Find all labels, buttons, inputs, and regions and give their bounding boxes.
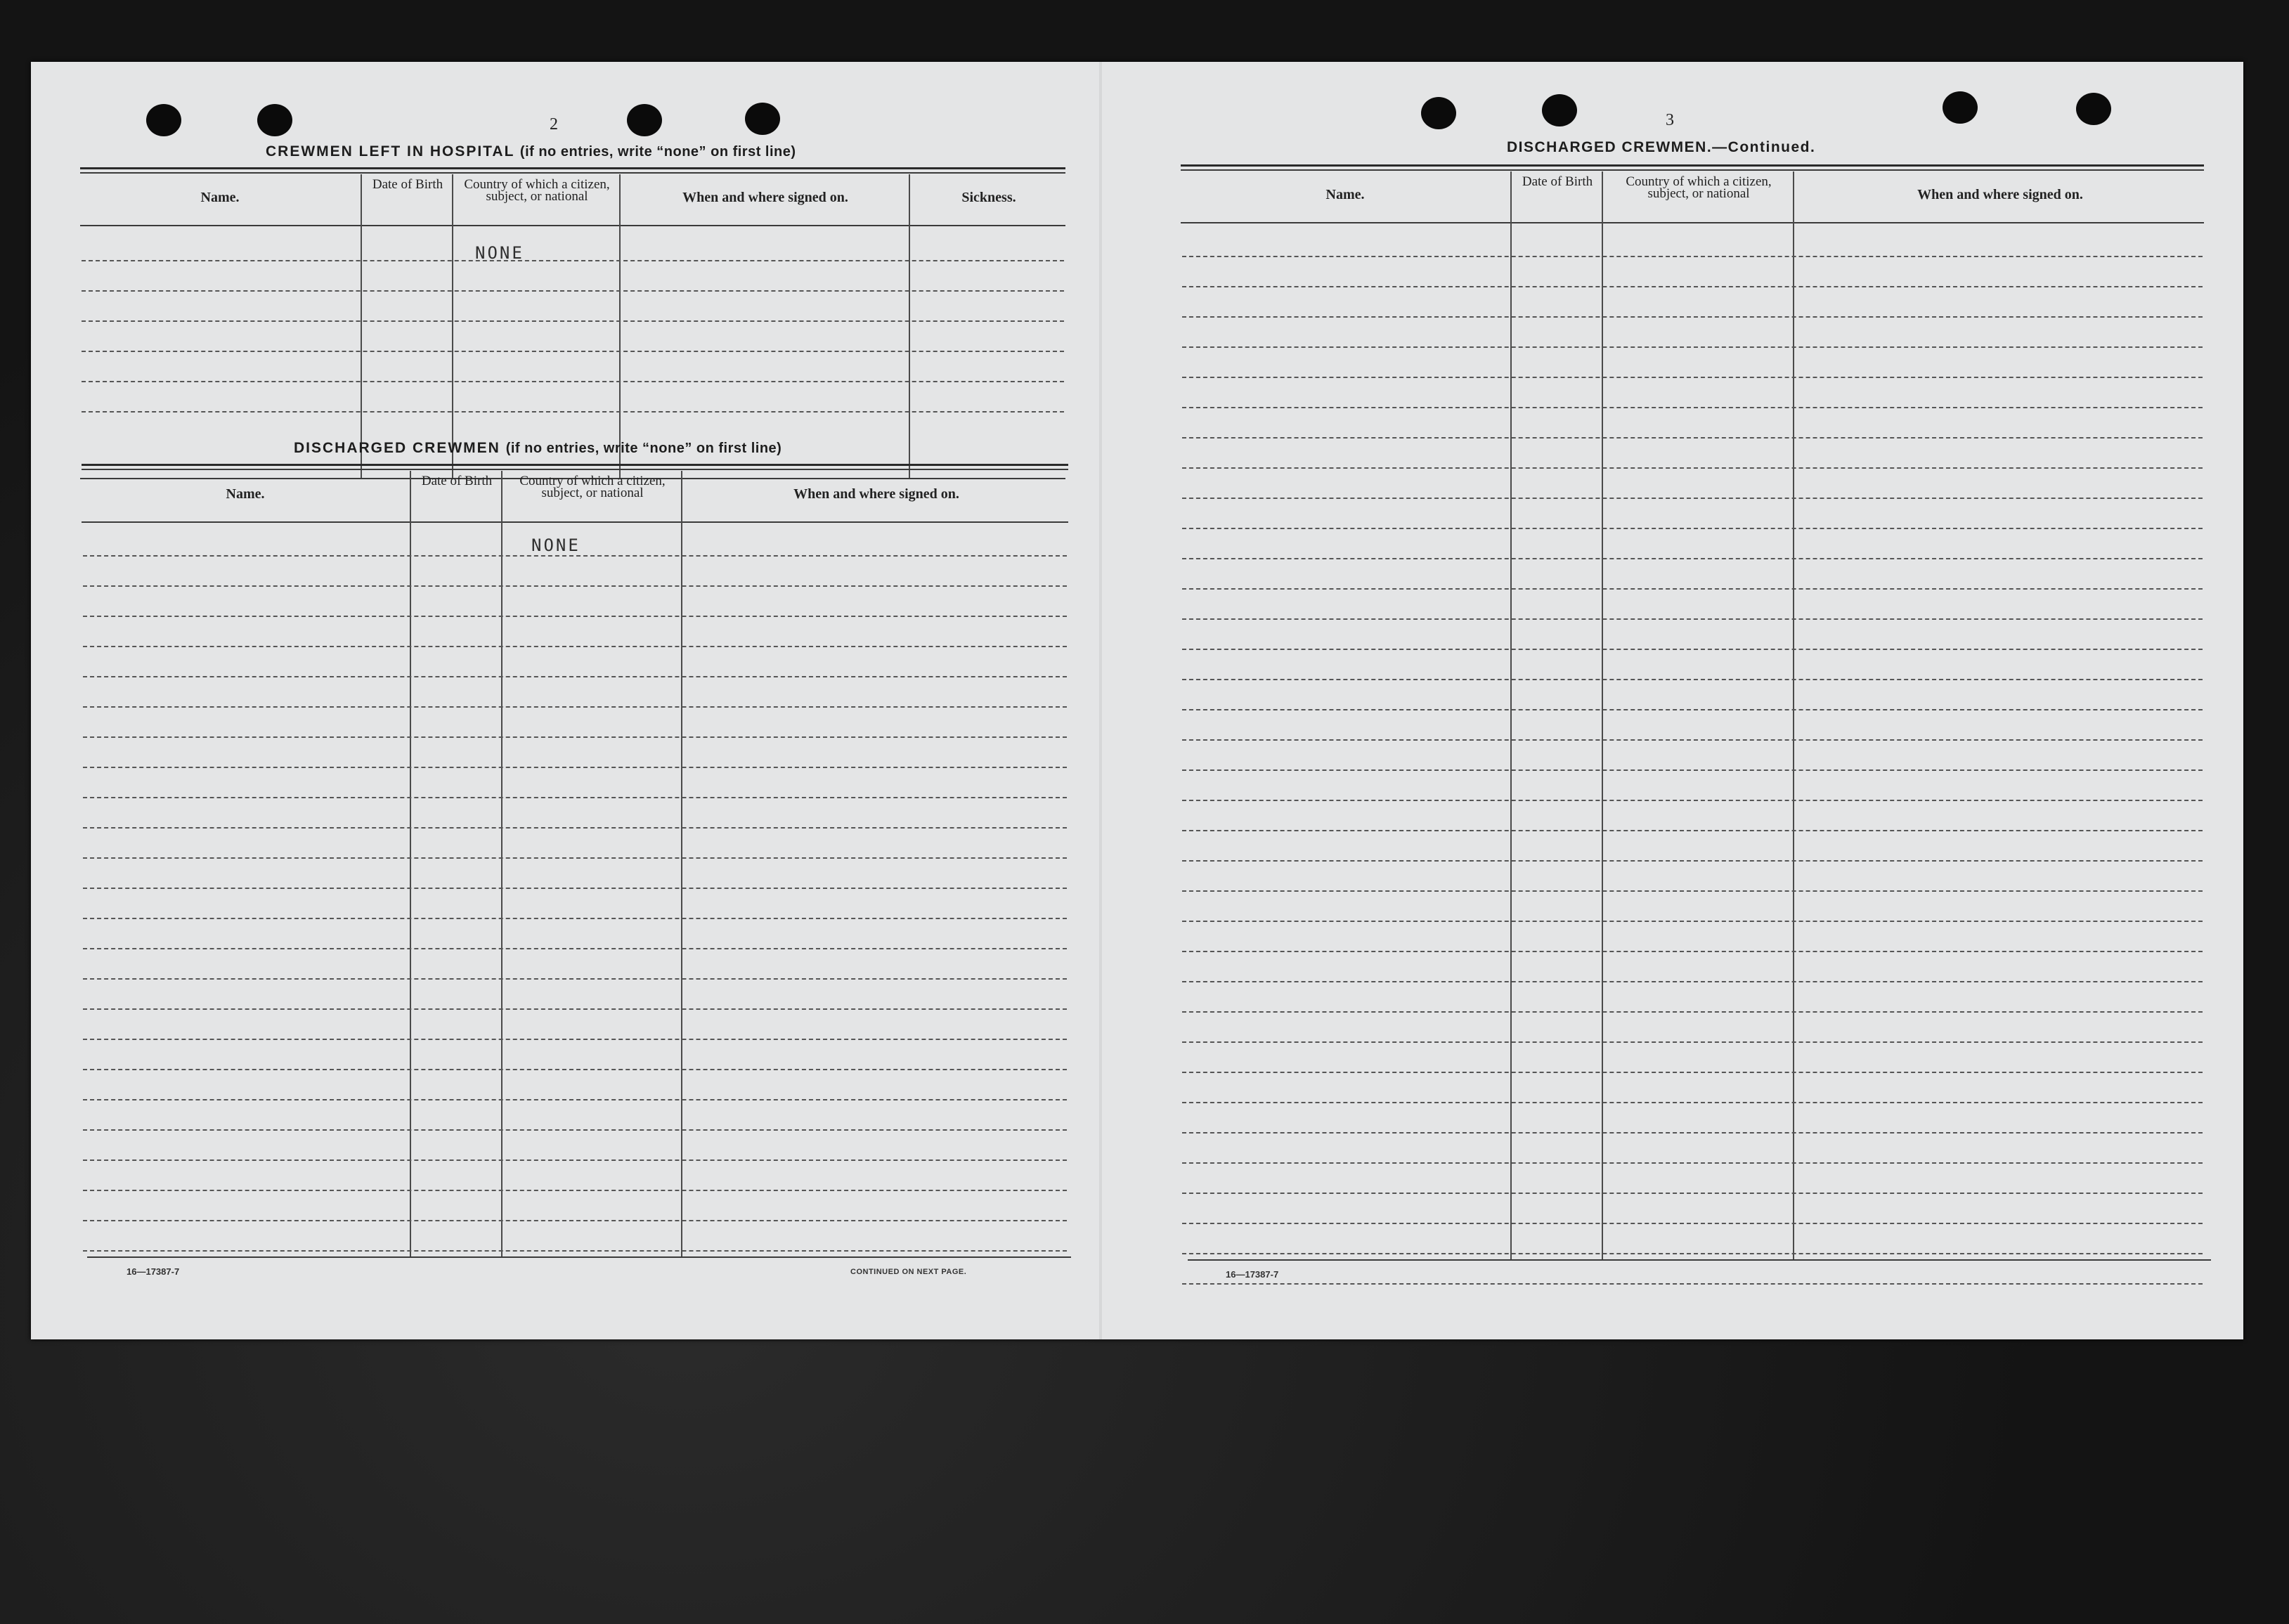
table-bottom-rule <box>1188 1259 2211 1261</box>
blank-ruled-line <box>1182 679 2203 680</box>
column-divider <box>501 471 502 1258</box>
blank-ruled-line <box>1182 739 2203 741</box>
form-code: 16—17387-7 <box>1226 1269 1279 1280</box>
blank-ruled-line <box>83 978 1067 980</box>
blank-ruled-line <box>83 1250 1067 1252</box>
blank-ruled-line <box>83 857 1067 859</box>
blank-ruled-line <box>82 260 1064 261</box>
blank-ruled-line <box>83 1039 1067 1040</box>
blank-ruled-line <box>1182 981 2203 982</box>
column-divider <box>909 174 910 478</box>
blank-ruled-line <box>1182 1223 2203 1224</box>
blank-ruled-line <box>83 676 1067 677</box>
blank-ruled-line <box>1182 830 2203 831</box>
header-bottom-rule <box>1181 222 2204 223</box>
blank-ruled-line <box>1182 437 2203 439</box>
hospital-title-note: (if no entries, write “none” on first line) <box>519 144 796 160</box>
column-divider <box>1510 171 1512 1261</box>
column-divider <box>1602 171 1603 1261</box>
blank-ruled-line <box>83 918 1067 919</box>
discharged-section-title <box>294 440 782 457</box>
col-header-signed-on: When and where signed on. <box>1917 187 2083 202</box>
header-bottom-rule <box>82 521 1068 523</box>
blank-ruled-line <box>83 767 1067 768</box>
right-section-title: DISCHARGED CREWMEN.—Continued. <box>1507 139 1816 155</box>
blank-ruled-line <box>83 1190 1067 1191</box>
blank-ruled-line <box>83 888 1067 889</box>
blank-ruled-line <box>83 1099 1067 1100</box>
blank-ruled-line <box>1182 1132 2203 1133</box>
blank-ruled-line <box>1182 256 2203 257</box>
hospital-section-title <box>266 143 796 160</box>
discharged-title-note: (if no entries, write “none” on first line) <box>505 441 782 456</box>
column-divider <box>410 471 411 1258</box>
left-page <box>31 62 1099 1339</box>
blank-ruled-line <box>1182 890 2203 892</box>
column-divider <box>1793 171 1794 1261</box>
hospital-none-entry: NONE <box>475 243 524 263</box>
blank-ruled-line <box>83 797 1067 798</box>
col-header-signed-on: When and where signed on. <box>682 190 848 205</box>
table-top-rule <box>82 464 1068 466</box>
form-code: 16—17387-7 <box>127 1266 180 1277</box>
blank-ruled-line <box>83 1159 1067 1161</box>
blank-ruled-line <box>1182 709 2203 710</box>
col-header-sickness: Sickness. <box>961 190 1016 205</box>
col-header-country: Country of which a citizen, subject, or national <box>519 474 666 500</box>
column-divider <box>619 174 621 478</box>
discharged-none-entry: NONE <box>531 535 581 555</box>
blank-ruled-line <box>83 1008 1067 1010</box>
blank-ruled-line <box>1182 1193 2203 1194</box>
blank-ruled-line <box>1182 1102 2203 1103</box>
blank-ruled-line <box>1182 1011 2203 1013</box>
col-header-name: Name. <box>1325 187 1365 202</box>
blank-ruled-line <box>1182 316 2203 318</box>
blank-ruled-line <box>1182 467 2203 469</box>
blank-ruled-line <box>1182 649 2203 650</box>
col-header-country: Country of which a citizen, subject, or national <box>1626 174 1772 201</box>
blank-ruled-line <box>1182 618 2203 620</box>
blank-ruled-line <box>83 736 1067 738</box>
col-header-name: Name. <box>200 190 240 205</box>
table-top-rule <box>1181 169 2204 171</box>
blank-ruled-line <box>1182 588 2203 590</box>
blank-ruled-line <box>1182 558 2203 559</box>
blank-ruled-line <box>1182 860 2203 862</box>
blank-ruled-line <box>83 948 1067 949</box>
blank-ruled-line <box>1182 498 2203 499</box>
col-header-signed-on: When and where signed on. <box>793 486 959 502</box>
blank-ruled-line <box>1182 528 2203 529</box>
blank-ruled-line <box>83 827 1067 829</box>
column-divider <box>361 174 362 478</box>
col-header-date-of-birth: Date of Birth <box>372 177 443 192</box>
blank-ruled-line <box>82 411 1064 413</box>
table-top-rule <box>1181 164 2204 167</box>
blank-ruled-line <box>1182 1041 2203 1043</box>
blank-ruled-line <box>82 381 1064 382</box>
blank-ruled-line <box>83 1069 1067 1070</box>
hospital-title-text: CREWMEN LEFT IN HOSPITAL <box>266 143 515 160</box>
table-top-rule <box>82 469 1068 470</box>
blank-ruled-line <box>1182 951 2203 952</box>
header-bottom-rule <box>80 225 1065 226</box>
blank-ruled-line <box>83 616 1067 617</box>
blank-ruled-line <box>83 1129 1067 1131</box>
blank-ruled-line <box>1182 769 2203 771</box>
blank-ruled-line <box>82 290 1064 292</box>
blank-ruled-line <box>1182 1162 2203 1164</box>
blank-ruled-line <box>1182 286 2203 287</box>
right-page <box>1099 62 2243 1339</box>
blank-ruled-line <box>1182 1072 2203 1073</box>
form-sheet <box>31 62 2243 1339</box>
blank-ruled-line <box>83 706 1067 708</box>
column-divider <box>452 174 453 478</box>
table-top-rule <box>80 172 1065 174</box>
page-number: 2 <box>550 115 558 134</box>
blank-ruled-line <box>82 351 1064 352</box>
blank-ruled-line <box>1182 1253 2203 1254</box>
blank-ruled-line <box>1182 346 2203 348</box>
blank-ruled-line <box>1182 921 2203 922</box>
blank-ruled-line <box>83 646 1067 647</box>
page-number: 3 <box>1666 111 1674 129</box>
discharged-title-text: DISCHARGED CREWMEN <box>294 440 500 456</box>
col-header-date-of-birth: Date of Birth <box>1522 174 1593 189</box>
blank-ruled-line <box>1182 1283 2203 1285</box>
blank-ruled-line <box>83 585 1067 587</box>
blank-ruled-line <box>83 555 1067 557</box>
col-header-name: Name. <box>226 486 265 502</box>
table-bottom-rule <box>87 1256 1071 1258</box>
blank-ruled-line <box>82 320 1064 322</box>
column-divider <box>681 471 682 1258</box>
blank-ruled-line <box>1182 800 2203 801</box>
continued-note: CONTINUED ON NEXT PAGE. <box>850 1268 967 1276</box>
col-header-date-of-birth: Date of Birth <box>421 474 493 488</box>
col-header-country: Country of which a citizen, subject, or national <box>464 177 610 204</box>
blank-ruled-line <box>1182 377 2203 378</box>
blank-ruled-line <box>1182 407 2203 408</box>
blank-ruled-line <box>83 1220 1067 1221</box>
table-top-rule <box>80 167 1065 169</box>
